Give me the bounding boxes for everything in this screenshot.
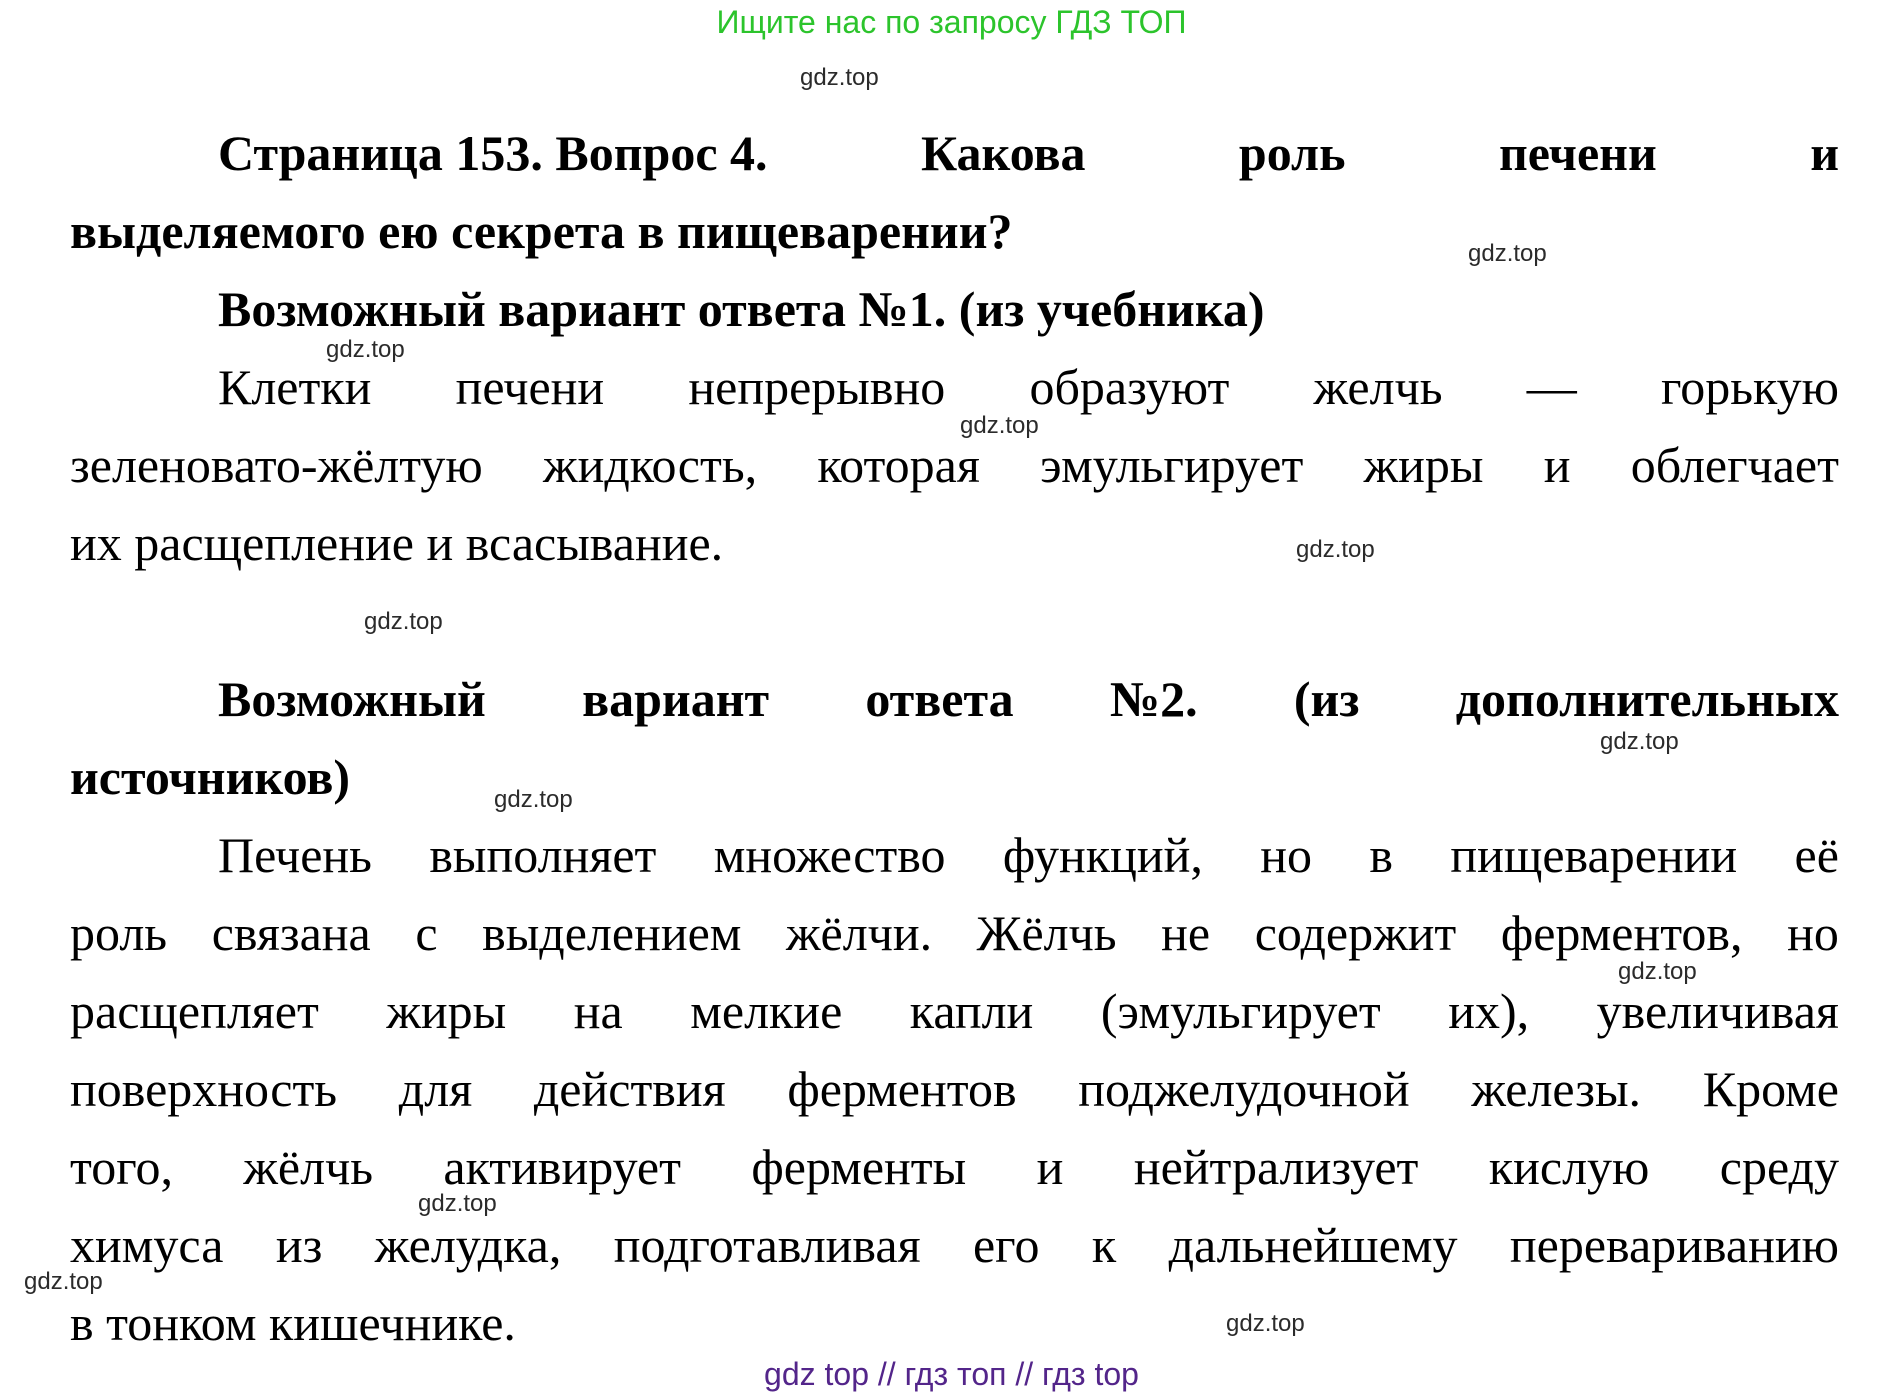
text-line xyxy=(70,972,1839,1050)
word: содержит xyxy=(1254,905,1457,961)
word: мелкие xyxy=(690,983,843,1039)
text-line: выделяемого ею секрета в пищеварении? xyxy=(70,203,1013,259)
word: кислую xyxy=(1488,1139,1650,1195)
word: печени xyxy=(1498,125,1657,181)
word: в xyxy=(1369,827,1393,883)
text-line xyxy=(70,1206,1839,1284)
word: жёлчи. xyxy=(786,905,933,961)
word: поверхность xyxy=(70,1061,338,1117)
word: желудка, xyxy=(374,1217,562,1273)
watermark: gdz.top xyxy=(24,1268,103,1295)
watermark: gdz.top xyxy=(494,786,573,813)
watermark: gdz.top xyxy=(1618,958,1697,985)
word: желчь xyxy=(1313,359,1443,415)
word: роль xyxy=(70,905,168,961)
word: (из xyxy=(1293,671,1360,727)
word: непрерывно xyxy=(688,359,946,415)
watermark: gdz.top xyxy=(1226,1310,1305,1337)
word: множество xyxy=(713,827,946,883)
word: ферментов, xyxy=(1500,905,1743,961)
blank-line xyxy=(70,582,1839,660)
word: жёлчь xyxy=(243,1139,374,1195)
word: жиры xyxy=(1363,437,1484,493)
watermark: gdz.top xyxy=(1296,536,1375,563)
answer-text xyxy=(70,114,1839,1362)
word: — xyxy=(1526,359,1577,415)
word: (эмульгирует xyxy=(1100,983,1381,1039)
word: действия xyxy=(533,1061,726,1117)
word: и xyxy=(1543,437,1571,493)
word: с xyxy=(415,905,438,961)
word: Жёлчь xyxy=(976,905,1117,961)
word: Страница 153. Вопрос 4. xyxy=(218,125,768,181)
text-line: Возможный вариант ответа №1. (из учебника) xyxy=(218,281,1265,337)
word: увеличивая xyxy=(1596,983,1839,1039)
text-line xyxy=(70,894,1839,972)
word: функций, xyxy=(1002,827,1203,883)
footer-branding: gdz top // гдз топ // гдз top xyxy=(764,1356,1139,1392)
word: дальнейшему xyxy=(1168,1217,1458,1273)
word: Клетки xyxy=(218,359,372,415)
word: железы. xyxy=(1471,1061,1642,1117)
word: подготавливая xyxy=(613,1217,921,1273)
text-line: источников) xyxy=(70,749,350,805)
word: вариант xyxy=(582,671,770,727)
text-line xyxy=(70,1128,1839,1206)
word: но xyxy=(1787,905,1839,961)
word: ответа xyxy=(865,671,1014,727)
word: к xyxy=(1091,1217,1117,1273)
word: роль xyxy=(1238,125,1346,181)
watermark: gdz.top xyxy=(960,412,1039,439)
word: образуют xyxy=(1029,359,1230,415)
watermark: gdz.top xyxy=(326,336,405,363)
word: перевариванию xyxy=(1509,1217,1839,1273)
word: на xyxy=(573,983,623,1039)
watermark: gdz.top xyxy=(1468,240,1547,267)
word: их), xyxy=(1448,983,1530,1039)
word: связана xyxy=(211,905,371,961)
watermark: gdz.top xyxy=(1600,728,1679,755)
word: ферментов xyxy=(787,1061,1017,1117)
text-line xyxy=(70,426,1839,504)
word: и xyxy=(1036,1139,1064,1195)
text-line xyxy=(70,1050,1839,1128)
text-line: их расщепление и всасывание. xyxy=(70,515,724,571)
watermark: gdz.top xyxy=(418,1190,497,1217)
word: Печень xyxy=(218,827,372,883)
word: печени xyxy=(455,359,605,415)
word: которая xyxy=(817,437,980,493)
word: капли xyxy=(909,983,1034,1039)
word: Возможный xyxy=(218,671,486,727)
word: горькую xyxy=(1660,359,1839,415)
word: выполняет xyxy=(429,827,657,883)
word: пищеварении xyxy=(1450,827,1738,883)
text-line xyxy=(70,660,1839,738)
word: активирует xyxy=(443,1139,681,1195)
word: расщепляет xyxy=(70,983,319,1039)
word: облегчает xyxy=(1630,437,1839,493)
promo-banner: Ищите нас по запросу ГДЗ ТОП xyxy=(716,4,1187,40)
word: его xyxy=(972,1217,1040,1273)
word: для xyxy=(398,1061,473,1117)
word: зеленовато-жёлтую xyxy=(70,437,483,493)
word: но xyxy=(1260,827,1313,883)
word: выделением xyxy=(482,905,742,961)
word: эмульгирует xyxy=(1040,437,1304,493)
word: среду xyxy=(1719,1139,1839,1195)
word: поджелудочной xyxy=(1078,1061,1410,1117)
word: химуса xyxy=(70,1217,224,1273)
watermark: gdz.top xyxy=(364,608,443,635)
word: не xyxy=(1161,905,1211,961)
word: её xyxy=(1794,827,1839,883)
word: жиры xyxy=(386,983,507,1039)
word: из xyxy=(275,1217,323,1273)
word: нейтрализует xyxy=(1133,1139,1419,1195)
word: Какова xyxy=(920,125,1086,181)
text-line xyxy=(70,114,1839,192)
word: дополнительных xyxy=(1455,671,1839,727)
watermark: gdz.top xyxy=(800,64,879,91)
word: и xyxy=(1810,125,1839,181)
text-line xyxy=(70,816,1839,894)
word: №2. xyxy=(1109,671,1198,727)
text-line: в тонком кишечнике. xyxy=(70,1295,516,1351)
word: того, xyxy=(70,1139,173,1195)
word: Кроме xyxy=(1702,1061,1839,1117)
word: жидкость, xyxy=(543,437,758,493)
word: ферменты xyxy=(751,1139,967,1195)
